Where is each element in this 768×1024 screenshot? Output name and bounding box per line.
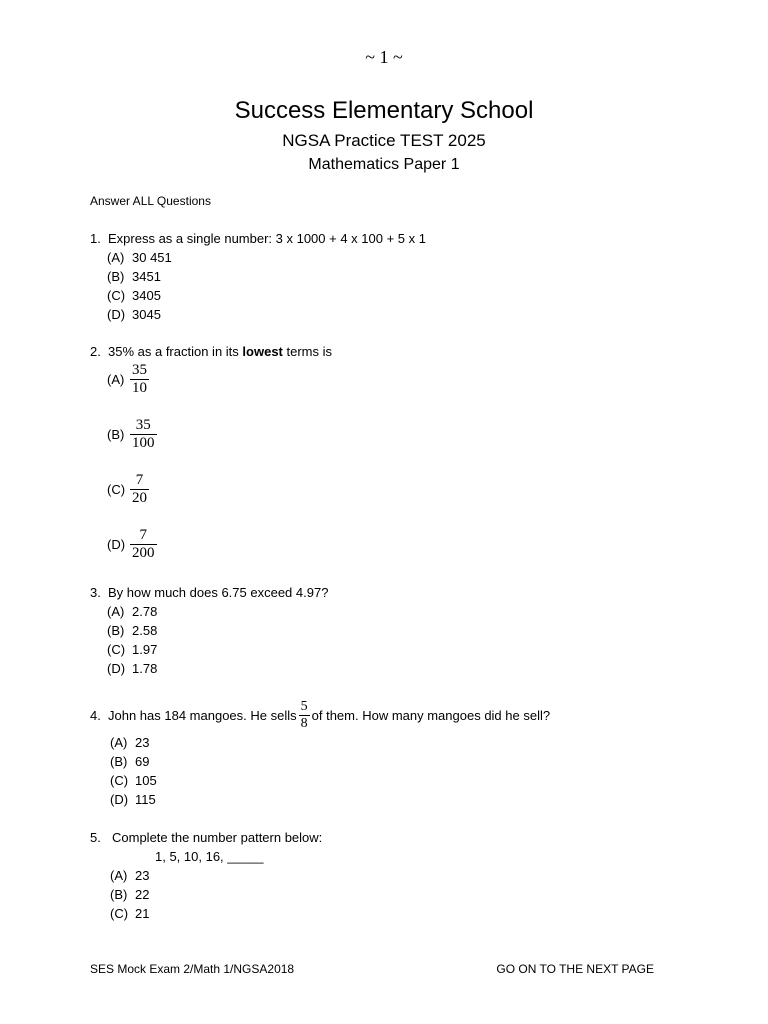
question-text: By how much does 6.75 exceed 4.97? <box>108 585 329 600</box>
option-list <box>90 866 322 923</box>
option-d <box>90 305 426 324</box>
option-value: 3451 <box>132 269 161 284</box>
option-value: 1.78 <box>132 661 158 676</box>
option-value: 23 <box>135 735 150 750</box>
question-emphasis: lowest <box>242 344 283 359</box>
footer-continue-note: GO ON TO THE NEXT PAGE <box>496 962 654 976</box>
fraction <box>130 417 157 452</box>
question-number: 3. <box>90 585 101 600</box>
fraction-denominator: 200 <box>132 544 155 561</box>
option-value: 23 <box>135 868 150 883</box>
option-list <box>90 602 328 678</box>
option-list <box>90 248 426 324</box>
option-label: (B) <box>110 754 128 769</box>
option-value: 22 <box>135 887 150 902</box>
option-a <box>90 602 328 621</box>
fraction-denominator: 10 <box>132 379 147 396</box>
fraction-numerator: 7 <box>135 471 144 488</box>
option-label: (B) <box>107 426 125 442</box>
question-text: Express as a single number: 3 x 1000 + 4 x 100 + 5 x 1 <box>108 231 426 246</box>
question-text <box>108 342 332 361</box>
paper-title: Mathematics Paper 1 <box>308 156 460 173</box>
test-title: NGSA Practice TEST 2025 <box>282 131 486 150</box>
option-value: 3405 <box>132 288 161 303</box>
option-a <box>90 361 332 397</box>
option-label: (D) <box>110 792 129 807</box>
option-value: 3045 <box>132 307 161 322</box>
question-line <box>90 697 550 733</box>
option-label: (D) <box>107 661 126 676</box>
question-1 <box>90 229 426 324</box>
question-text-end: of them. How many mangoes did he sell? <box>311 707 551 723</box>
fraction-numerator: 35 <box>132 361 147 378</box>
option-d <box>90 790 550 809</box>
option-label: (A) <box>110 735 128 750</box>
question-text-end: terms is <box>286 344 333 359</box>
question-line <box>90 828 322 847</box>
fraction-numerator: 7 <box>139 526 147 543</box>
option-label: (B) <box>107 623 125 638</box>
school-name: Success Elementary School <box>234 97 534 124</box>
option-label: (C) <box>107 288 126 303</box>
question-line <box>90 229 426 248</box>
option-label: (C) <box>107 642 126 657</box>
footer-exam-code: SES Mock Exam 2/Math 1/NGSA2018 <box>90 962 295 976</box>
option-label: (C) <box>107 481 126 497</box>
option-d <box>90 659 328 678</box>
option-label: (D) <box>107 307 126 322</box>
fraction <box>130 362 149 397</box>
option-a <box>90 248 426 267</box>
question-line <box>90 342 332 361</box>
fraction-denominator: 20 <box>132 489 147 506</box>
option-value: 2.78 <box>132 604 158 619</box>
option-label: (A) <box>110 868 128 883</box>
question-2 <box>90 342 332 562</box>
option-b <box>90 885 322 904</box>
question-text-start: 35% as a fraction in its <box>108 344 239 359</box>
option-label: (B) <box>110 887 128 902</box>
option-list <box>90 361 332 562</box>
option-c <box>90 640 328 659</box>
question-number: 1. <box>90 231 101 246</box>
option-list <box>90 733 550 809</box>
fraction-numerator: 5 <box>300 698 308 714</box>
option-label: (B) <box>107 269 125 284</box>
option-c <box>90 904 322 923</box>
option-label: (C) <box>110 773 129 788</box>
page-number: ~ 1 ~ <box>365 47 403 67</box>
option-value: 115 <box>135 792 156 807</box>
option-value: 1.97 <box>132 642 158 657</box>
question-4 <box>90 697 550 809</box>
option-label: (A) <box>107 250 125 265</box>
fraction <box>130 472 149 507</box>
option-d <box>90 526 332 562</box>
fraction <box>299 699 310 732</box>
option-value: 105 <box>135 773 157 788</box>
question-number: 5. <box>90 830 101 845</box>
instructions: Answer ALL Questions <box>90 194 211 208</box>
option-b <box>90 752 550 771</box>
question-3 <box>90 583 328 678</box>
fraction-numerator: 35 <box>135 416 151 433</box>
question-5 <box>90 828 322 923</box>
option-label: (C) <box>110 906 129 921</box>
option-c <box>90 771 550 790</box>
question-number: 2. <box>90 344 101 359</box>
number-pattern <box>90 847 322 866</box>
question-text: Complete the number pattern below: <box>112 830 323 845</box>
question-text-start: John has 184 mangoes. He sells <box>108 707 297 723</box>
number-pattern-text: 1, 5, 10, 16, _____ <box>155 849 264 864</box>
option-b <box>90 416 332 452</box>
option-a <box>90 866 322 885</box>
option-label: (A) <box>107 371 125 387</box>
option-value: 30 451 <box>132 250 172 265</box>
option-value: 69 <box>135 754 150 769</box>
fraction <box>130 527 157 562</box>
option-a <box>90 733 550 752</box>
option-b <box>90 267 426 286</box>
option-label: (A) <box>107 604 125 619</box>
option-label: (D) <box>107 536 126 552</box>
option-value: 2.58 <box>132 623 158 638</box>
option-b <box>90 621 328 640</box>
option-value: 21 <box>135 906 150 921</box>
question-line <box>90 583 328 602</box>
option-c <box>90 286 426 305</box>
fraction-denominator: 8 <box>300 715 308 731</box>
option-c <box>90 471 332 507</box>
question-number: 4. <box>90 707 101 723</box>
fraction-denominator: 100 <box>132 434 155 451</box>
